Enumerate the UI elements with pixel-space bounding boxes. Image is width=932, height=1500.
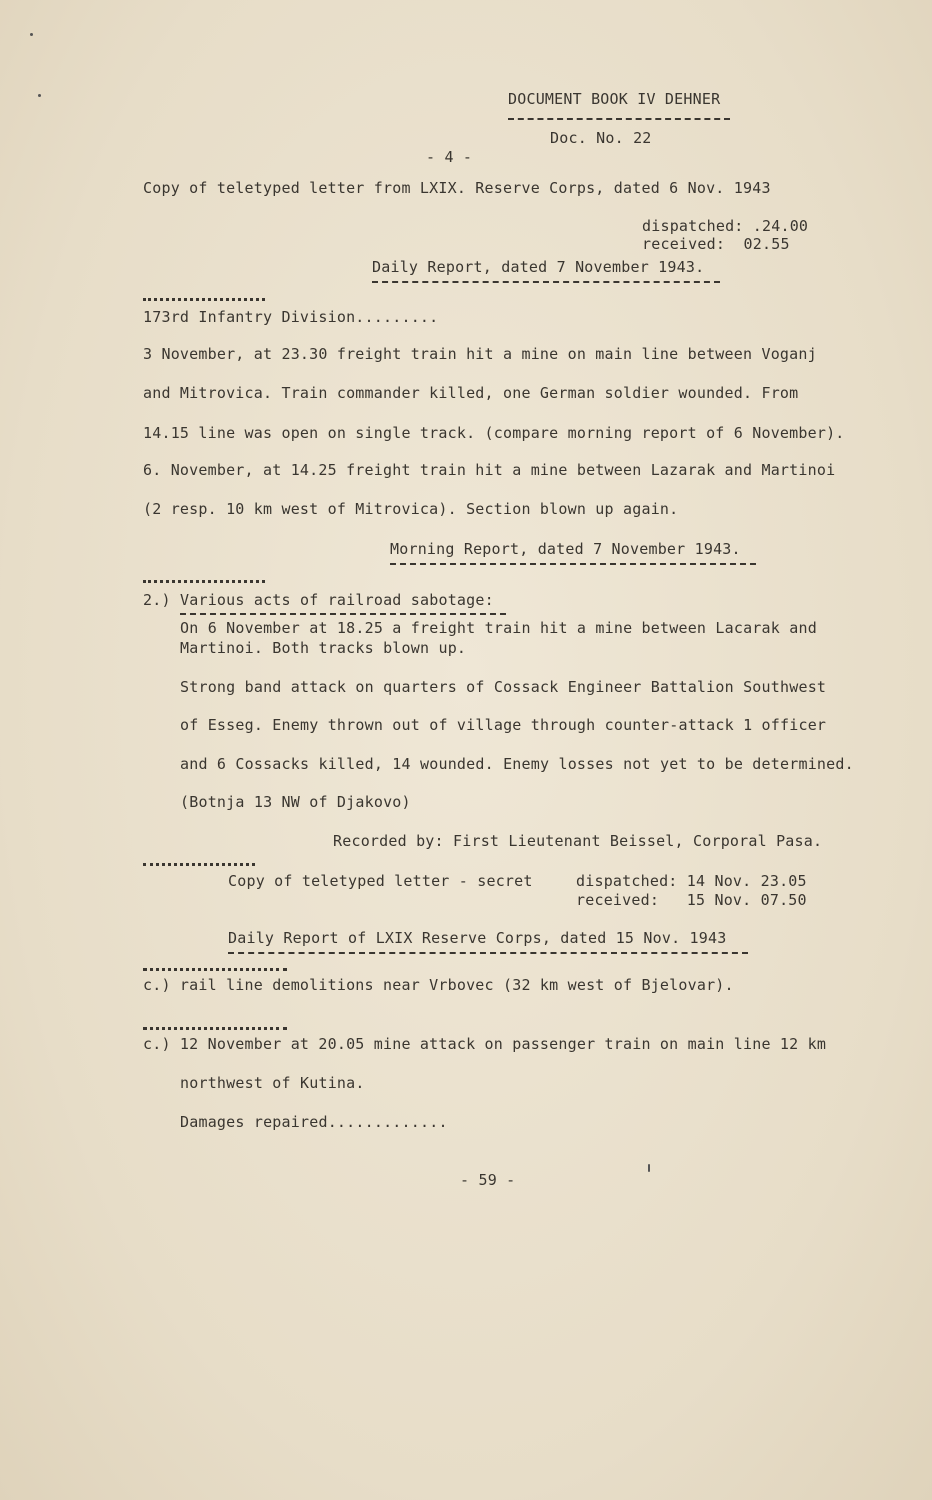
- dot-rule-1: [143, 298, 265, 301]
- heading-rule-2: [390, 563, 756, 565]
- item2-para-b-line4: (Botnja 13 NW of Djakovo): [180, 793, 411, 811]
- para1-line1: 3 November, at 23.30 freight train hit a mine on main line between Voganj: [143, 345, 817, 363]
- item-c2-line2: northwest of Kutina.: [180, 1074, 365, 1092]
- dispatched-2: dispatched: 14 Nov. 23.05: [576, 872, 807, 890]
- dot-rule-4: [143, 968, 287, 971]
- daily-report-heading-1: Daily Report, dated 7 November 1943.: [372, 258, 705, 276]
- paper-speck: [38, 94, 41, 97]
- received-1: received: 02.55: [642, 235, 790, 253]
- para1-line4: 6. November, at 14.25 freight train hit a mine between Lazarak and Martinoi: [143, 461, 836, 479]
- item2-para-b-line1: Strong band attack on quarters of Cossack Engineer Battalion Southwest: [180, 678, 827, 696]
- copy-secret-label: Copy of teletyped letter - secret: [228, 872, 533, 890]
- item2-para-a-line1: On 6 November at 18.25 a freight train hit a mine between Lacarak and: [180, 619, 817, 637]
- dot-rule-5: [143, 1027, 287, 1030]
- morning-report-heading: Morning Report, dated 7 November 1943.: [390, 540, 741, 558]
- item2-heading: Various acts of railroad sabotage:: [180, 591, 494, 609]
- dot-rule-2: [143, 580, 265, 583]
- para1-line5: (2 resp. 10 km west of Mitrovica). Section blown up again.: [143, 500, 679, 518]
- dispatched-1: dispatched: .24.00: [642, 217, 809, 235]
- heading-rule-1: [372, 281, 720, 283]
- received-2: received: 15 Nov. 07.50: [576, 891, 807, 909]
- para1-line3: 14.15 line was open on single track. (compare morning report of 6 November).: [143, 424, 845, 442]
- recorded-by: Recorded by: First Lieutenant Beissel, Corporal Pasa.: [333, 832, 823, 850]
- doc-book-title: DOCUMENT BOOK IV DEHNER: [508, 90, 721, 108]
- damages-repaired: Damages repaired.............: [180, 1113, 448, 1131]
- title-rule: [508, 118, 730, 120]
- item2-para-b-line3: and 6 Cossacks killed, 14 wounded. Enemy losses not yet to be determined.: [180, 755, 854, 773]
- copy-line: Copy of teletyped letter from LXIX. Reserve Corps, dated 6 Nov. 1943: [143, 179, 771, 197]
- item2-heading-rule: [180, 613, 506, 615]
- paper-speck: [648, 1164, 650, 1172]
- para1-line2: and Mitrovica. Train commander killed, one German soldier wounded. From: [143, 384, 799, 402]
- item-c1: c.) rail line demolitions near Vrbovec (32 km west of Bjelovar).: [143, 976, 734, 994]
- item-c2-line1: c.) 12 November at 20.05 mine attack on passenger train on main line 12 km: [143, 1035, 827, 1053]
- item2-number: 2.): [143, 591, 171, 609]
- dot-rule-3: [143, 863, 255, 866]
- item2-para-a-line2: Martinoi. Both tracks blown up.: [180, 639, 467, 657]
- daily-report-heading-2: Daily Report of LXIX Reserve Corps, dated 15 Nov. 1943: [228, 929, 727, 947]
- heading-rule-3: [228, 952, 748, 954]
- doc-number: Doc. No. 22: [550, 129, 652, 147]
- item2-para-b-line2: of Esseg. Enemy thrown out of village through counter-attack 1 officer: [180, 716, 827, 734]
- paper-speck: [30, 33, 33, 36]
- page-marker: - 4 -: [426, 148, 473, 166]
- division-heading: 173rd Infantry Division.........: [143, 308, 439, 326]
- footer-page-number: - 59 -: [460, 1171, 516, 1189]
